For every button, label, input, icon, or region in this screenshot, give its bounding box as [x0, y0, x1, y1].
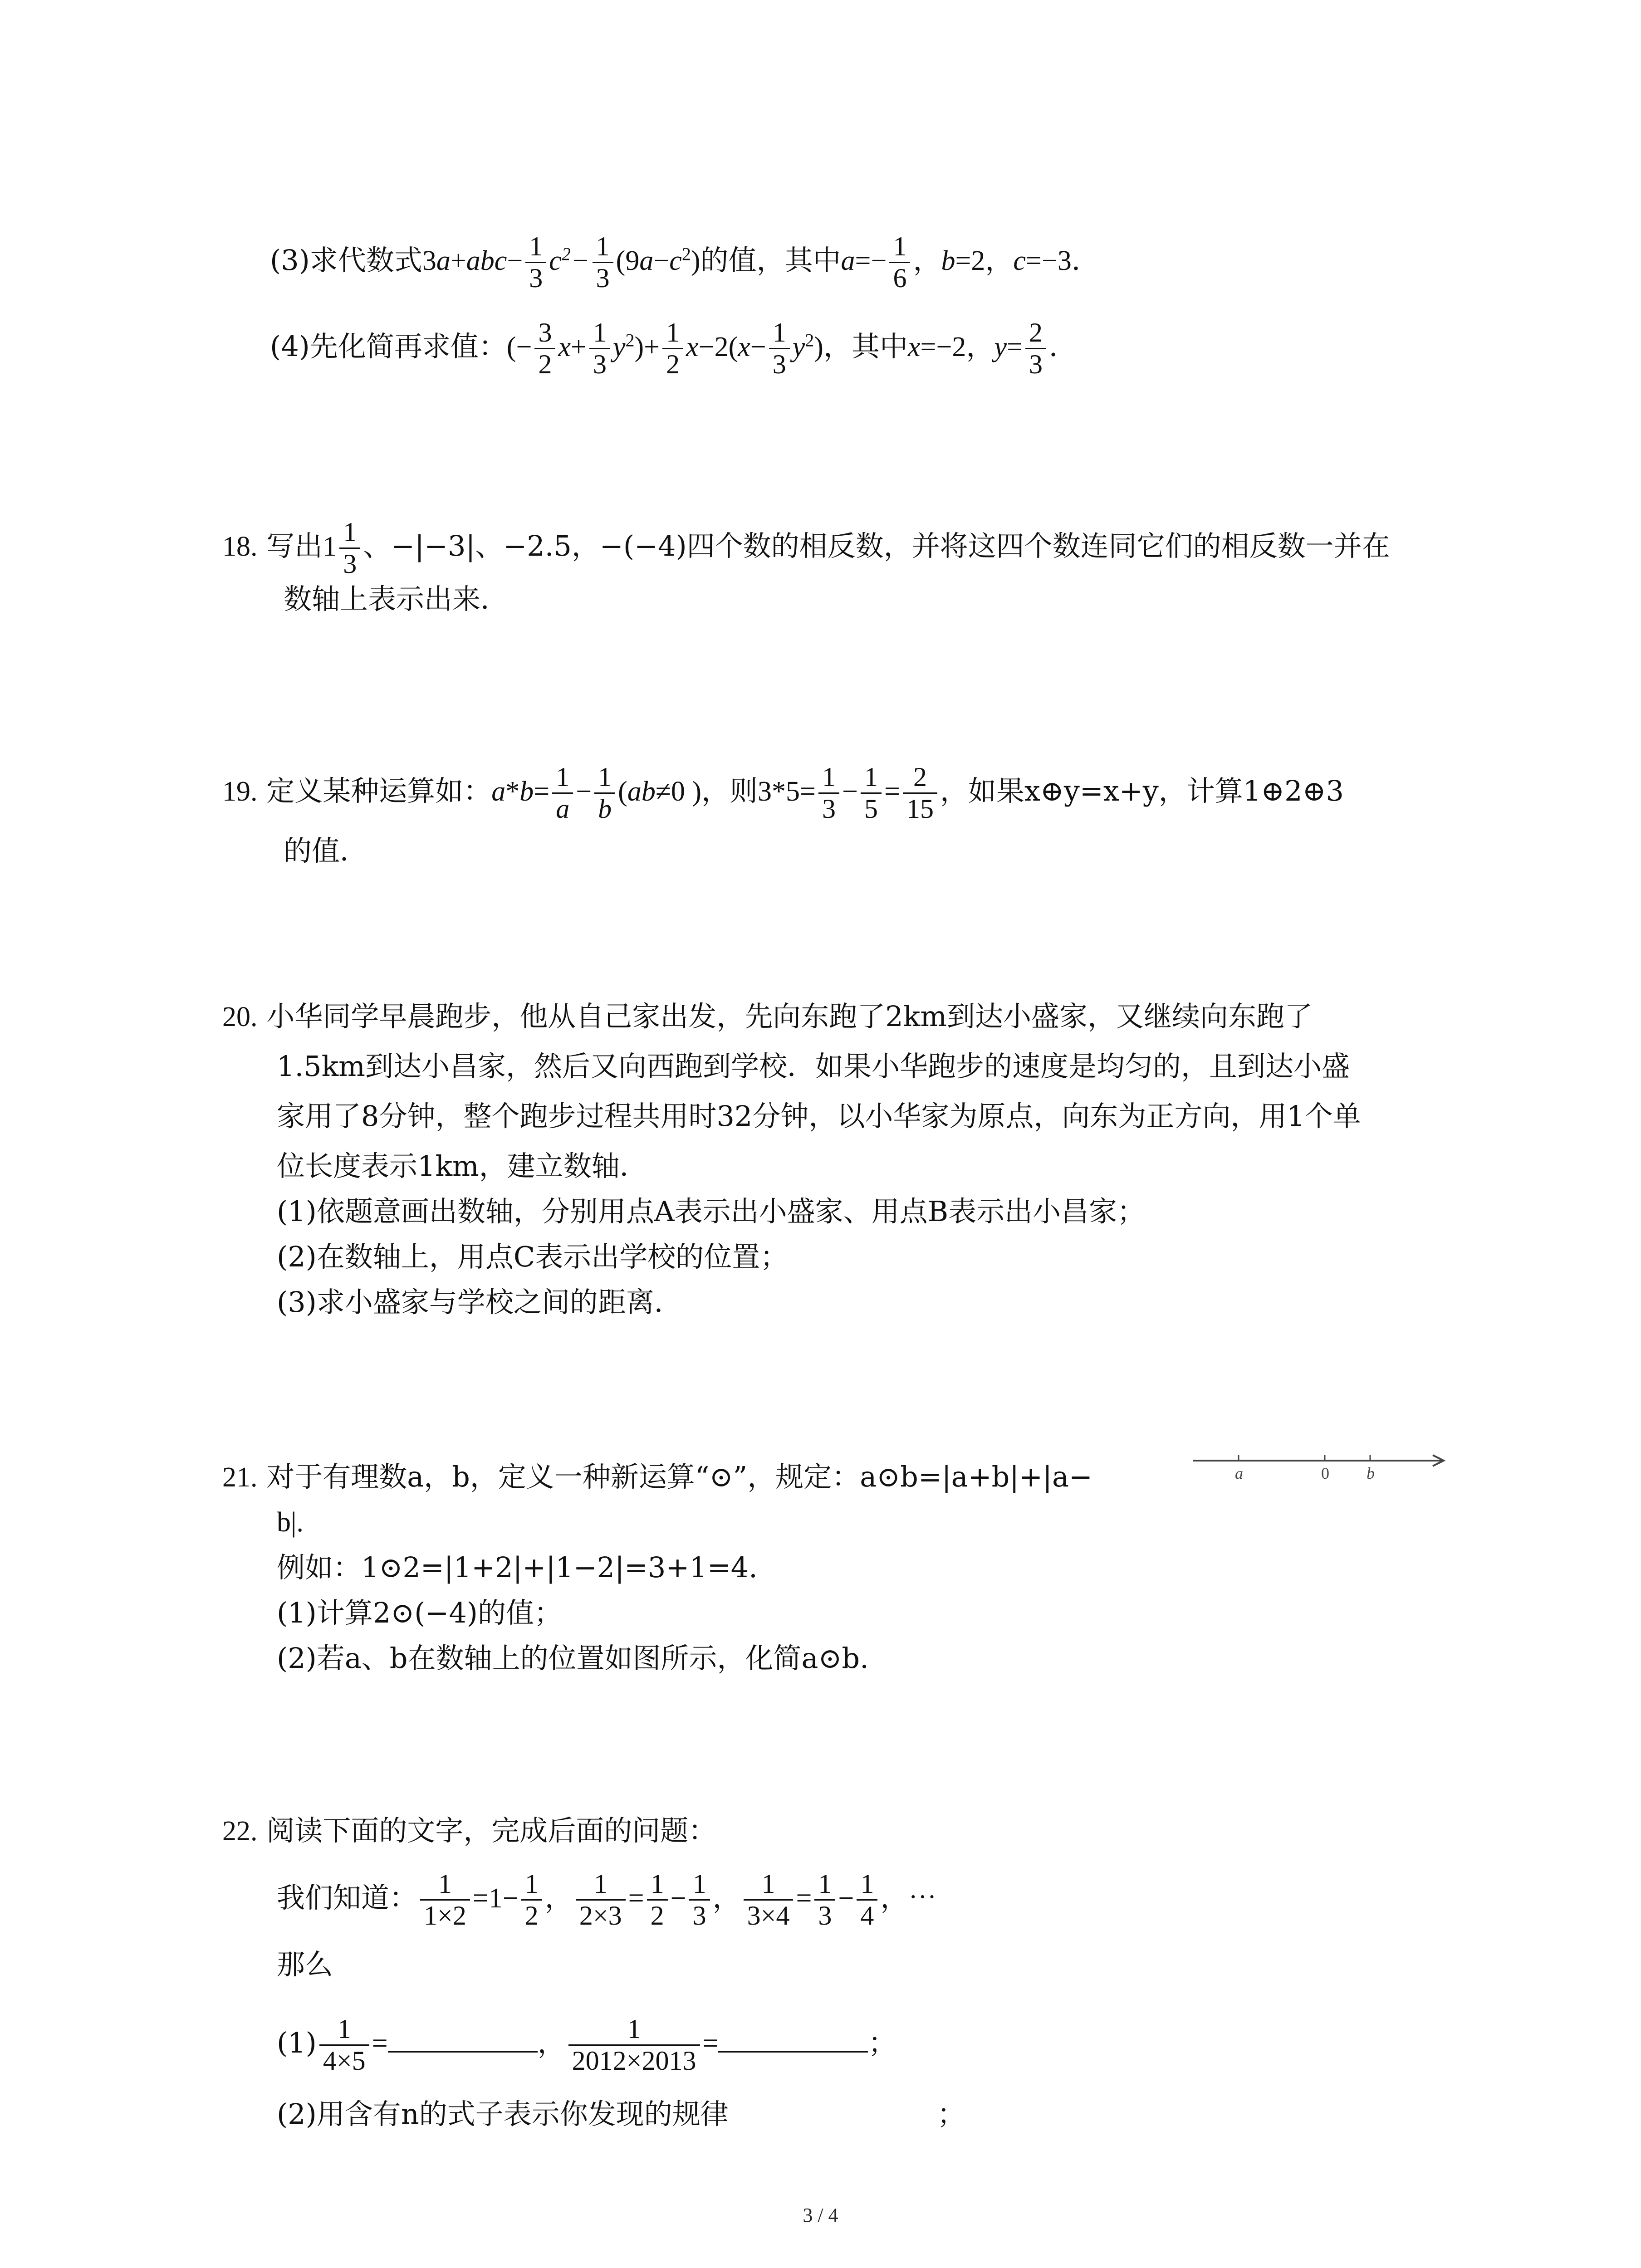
q22-part1-end: ； [868, 2026, 896, 2059]
q22-line1 [222, 1814, 717, 1847]
q19-number: 19. [222, 776, 258, 807]
fraction-1-3: $\frac{1}{3}$ [589, 318, 610, 380]
q21-text1: 对于有理数a，b，定义一种新运算“⊙”，规定：a⊙b=|a+b|+|a− [266, 1460, 1092, 1493]
fraction-1-2: $\frac{1}{2}$ [647, 1869, 668, 1931]
page-number: 3 / 4 [803, 2204, 838, 2226]
fraction-1-b: $\frac{1}{b}$ [594, 762, 615, 824]
q18-line1 [222, 517, 1390, 579]
q21-part1: (1)计算2⊙(−4)的值； [277, 1596, 562, 1629]
q19-minus2: − [842, 776, 858, 807]
q19-eq: = [884, 776, 900, 807]
q22-we-know-label: 我们知道： [277, 1881, 418, 1914]
q19-prefix: 定义某种运算如： [266, 774, 492, 807]
q17-x-2: x−2(x− [686, 331, 766, 362]
q21-line2: b|. [277, 1507, 304, 1538]
q17-part3-expr-a: 3a+abc− [422, 245, 523, 276]
fraction-1-3: $\frac{1}{3}$ [339, 517, 360, 579]
q17-part3-prefix: (3)求代数式 [270, 243, 422, 277]
q22-text1: 阅读下面的文字，完成后面的问题： [266, 1814, 717, 1847]
q17-part4-prefix: (4)先化简再求值： [270, 329, 507, 363]
fraction-1-3: $\frac{1}{3}$ [814, 1869, 835, 1931]
q22-sep2: ， [712, 1882, 741, 1914]
q19-line2: 的值． [284, 834, 368, 867]
q17-part3-suffix: 的值，其中 [700, 243, 841, 277]
answer-blank-1[interactable] [388, 2047, 538, 2053]
q22-part2-end: ； [937, 2097, 965, 2131]
fraction-1-3x4: $\frac{1}{3\times 4}$ [744, 1869, 794, 1931]
q22-part2 [277, 2097, 965, 2131]
q17-y2-close: $y^2$) [792, 330, 823, 362]
fraction-1-2x3: $\frac{1}{2\times 3}$ [576, 1869, 626, 1931]
q17-paren: (− [506, 331, 532, 362]
q20-line4: 位长度表示1km，建立数轴． [277, 1149, 648, 1183]
q21-example: 例如：1⊙2=|1+2|+|1−2|=3+1=4. [277, 1551, 758, 1584]
q20-part1: (1)依题意画出数轴，分别用点A表示出小盛家、用点B表示出小昌家； [277, 1195, 1146, 1228]
fraction-1-4x5: $\frac{1}{4\times 5}$ [319, 2014, 369, 2076]
q19-mid: 则 [730, 774, 758, 807]
q22-part2-text: (2)用含有n的式子表示你发现的规律 [277, 2097, 729, 2131]
fraction-1-2: $\frac{1}{2}$ [662, 318, 683, 380]
q20-line1 [222, 1002, 1313, 1031]
q18-prefix: 写出 [266, 529, 323, 562]
q17-y2: $y^2)+$ [612, 330, 660, 362]
q22-part1 [277, 2014, 896, 2076]
label-b: b [1367, 1464, 1375, 1482]
number-line-figure [1189, 1447, 1452, 1483]
q20-part2: (2)在数轴上，用点C表示出学校的位置； [277, 1240, 789, 1273]
fraction-3-2: $\frac{3}{2}$ [534, 318, 555, 380]
fraction-2-15: $\frac{2}{15}$ [903, 762, 937, 824]
q22-part1-prefix: (1) [277, 2026, 317, 2059]
q20-number: 20. [222, 1002, 258, 1032]
q19-suffix: ，如果x⊕y=x+y，计算1⊕2⊕3 [940, 774, 1344, 807]
q22-then: 那么 [277, 1948, 333, 1981]
q20-line2: 1.5km到达小昌家，然后又向西跑到学校．如果小华跑步的速度是均匀的，且到达小盛 [277, 1050, 1350, 1083]
label-a: a [1235, 1464, 1243, 1482]
q17-part3 [270, 231, 1100, 293]
q22-part1-sep: ， [537, 2028, 566, 2059]
q19-ab: a*b= [491, 776, 550, 807]
q21-part2: (2)若a、b在数轴上的位置如图所示，化简a⊙b. [277, 1642, 869, 1675]
q17-part4-suffix: ，其中 [823, 329, 908, 363]
fraction-1-2: $\frac{1}{2}$ [521, 1869, 542, 1931]
fraction-1-1x2: $\frac{1}{1\times 2}$ [420, 1869, 470, 1931]
q17-part4-cond: x=−2，y= [907, 331, 1023, 362]
answer-blank-2[interactable] [718, 2047, 868, 2053]
q21-number: 21. [222, 1462, 258, 1493]
q17-x: x [558, 331, 571, 362]
q22-sep1: ， [544, 1882, 573, 1914]
q22-we-know [277, 1869, 936, 1931]
q17-part3-cond-a: a=− [841, 245, 887, 276]
q22-eq1: =1− [472, 1882, 519, 1914]
q22-m2: − [670, 1882, 686, 1914]
fraction-1-3: $\frac{1}{3}$ [769, 318, 790, 380]
q19-line1 [222, 762, 1344, 824]
q17-part3-expr-b: $(9a-c^2)$ [616, 244, 700, 276]
q18-suffix: 、−|−3|、−2.5，−(−4)四个数的相反数，并将这四个数连同它们的相反数一并在 [363, 529, 1390, 562]
q22-eq3: = [796, 1882, 812, 1914]
label-0: 0 [1321, 1464, 1329, 1482]
q22-m3: − [838, 1882, 854, 1914]
q18-number: 18. [222, 531, 258, 562]
fraction-1-3: $\frac{1}{3}$ [593, 231, 613, 293]
q19-cond: (ab≠0 )， [618, 776, 730, 807]
q17-part3-cond-bc: ，b=2，c=−3． [913, 245, 1100, 276]
q21-line1 [222, 1460, 1092, 1493]
fraction-1-6: $\frac{1}{6}$ [889, 231, 910, 293]
fraction-1-a: $\frac{1}{a}$ [552, 762, 573, 824]
q22-part1-eq2: = [702, 2028, 719, 2059]
q19-35: 3*5= [758, 776, 816, 807]
fraction-1-4: $\frac{1}{4}$ [857, 1869, 877, 1931]
q22-number: 22. [222, 1816, 258, 1847]
q18-line2: 数轴上表示出来． [284, 582, 509, 616]
q22-ellipsis: ，⋯ [880, 1882, 937, 1914]
q22-eq2: = [628, 1882, 644, 1914]
q17-part4 [270, 318, 1077, 380]
q17-c2: $c^2-$ [549, 244, 590, 276]
q20-text1: 小华同学早晨跑步，他从自己家出发，先向东跑了2km到达小盛家，又继续向东跑了 [266, 1000, 1313, 1033]
fraction-1-5: $\frac{1}{5}$ [861, 762, 882, 824]
fraction-1-3: $\frac{1}{3}$ [689, 1869, 710, 1931]
fraction-1-2012x2013: $\frac{1}{2012\times 2013}$ [568, 2014, 700, 2076]
q19-minus: − [576, 776, 592, 807]
fraction-1-3: $\frac{1}{3}$ [818, 762, 839, 824]
q17-plus: + [570, 331, 587, 362]
q18-whole: 1 [323, 531, 337, 562]
q20-part3: (3)求小盛家与学校之间的距离． [277, 1286, 682, 1319]
q20-line3: 家用了8分钟，整个跑步过程共用时32分钟，以小华家为原点，向东为正方向，用1个单 [277, 1100, 1361, 1133]
q22-part1-eq: = [372, 2028, 388, 2059]
q17-period: ． [1048, 331, 1077, 362]
fraction-2-3: $\frac{2}{3}$ [1025, 318, 1046, 380]
fraction-1-3: $\frac{1}{3}$ [525, 231, 546, 293]
